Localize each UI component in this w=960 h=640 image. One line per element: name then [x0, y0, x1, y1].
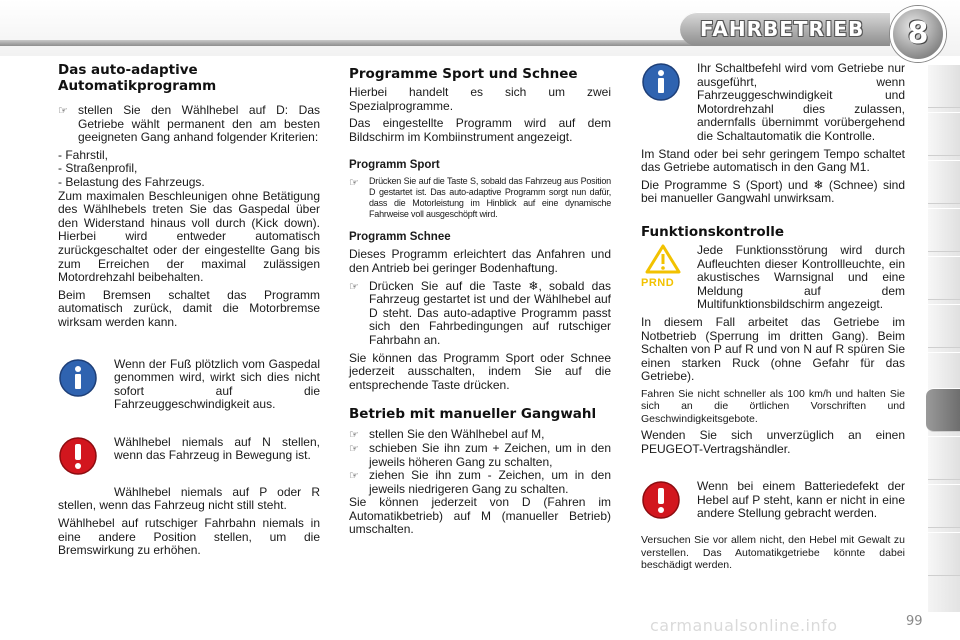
list-item — [349, 176, 611, 220]
hand-pointer-icon: ☞ — [349, 280, 359, 293]
hand-pointer-icon: ☞ — [349, 429, 359, 442]
column-1 — [58, 62, 320, 558]
page-title: FAHRBETRIEB — [700, 17, 865, 41]
paragraph: Sie können das Programm Sport oder Schnee jederzeit ausschalten, indem Sie auf die entsprechende Taste drücken. — [349, 350, 611, 392]
info-note-text: Wenn der Fuß plötzlich vom Gaspedal genommen wird, wirkt sich dies nicht sofort auf die Fahrzeuggeschwindigkeit aus. — [114, 356, 320, 412]
chapter-tab-1[interactable] — [928, 64, 960, 108]
section-heading-sport-snow: Programme Sport und Schnee — [349, 66, 578, 82]
snow-bullet-text: Drücken Sie auf die Taste ❄, sobald das Fahrzeug gestartet ist und der Wählhebel auf D steht. Das auto-adaptive Programm passt sich den Fahrbedingungen auf rutschiger Fahrbahn an. — [369, 278, 611, 347]
list-item — [349, 428, 611, 442]
warning-note-text: Wählhebel niemals auf P oder R stellen, wenn das Fahrzeug nicht still steht. — [58, 484, 320, 513]
subheading-snow: Programm Schnee — [349, 231, 451, 244]
warning-paragraph: Versuchen Sie vor allem nicht, den Hebel mit Gewalt zu verstellen. Das Automatikgetriebe könnte dabei beschädigt werden. — [641, 534, 905, 572]
column-3 — [641, 62, 905, 572]
info-note-text: Ihr Schaltbefehl wird vom Getriebe nur ausgeführt, wenn Fahrzeuggeschwindigkeit und Motordrehzahl dies zulassen, andernfalls übernimmt vorübergehend die Schaltautomatik die Kontrolle. — [697, 61, 905, 143]
chapter-tab-3[interactable] — [928, 160, 960, 204]
info-icon — [58, 358, 114, 408]
prnd-label: PRND — [641, 276, 675, 289]
paragraph: Dieses Programm erleichtert das Anfahren und den Antrieb bei geringer Bodenhaftung. — [349, 247, 611, 275]
paragraph: Die Programme S (Sport) und ❄ (Schnee) sind bei manueller Gangwahl unwirksam. — [641, 177, 905, 206]
warning-note-text: Wählhebel auf rutschiger Fahrbahn niemals in eine andere Position stellen, um die Bremswirkung zu erhöhen. — [58, 516, 320, 558]
paragraph: Wenden Sie sich unverzüglich an einen PEUGEOT-Vertragshändler. — [641, 428, 905, 456]
bullet-text: stellen Sie den Wählhebel auf D: Das Getriebe wählt permanent den am besten geeigneten Gang anhand folgender Kriterien: — [78, 103, 320, 145]
hand-pointer-icon: ☞ — [349, 442, 359, 455]
warning-icon — [641, 480, 697, 530]
chapter-tab-11[interactable] — [928, 532, 960, 576]
chapter-tab-8-active[interactable] — [926, 388, 960, 432]
hand-pointer-icon: ☞ — [58, 105, 68, 117]
section-heading-function-check: Funktionskontrolle — [641, 223, 785, 240]
chapter-badge: 8 — [890, 6, 946, 62]
paragraph: Hierbei handelt es sich um zwei Spezialprogramme. — [349, 85, 611, 113]
paragraph: In diesem Fall arbeitet das Getriebe im Notbetrieb (Sperrung im dritten Gang). Beim Schalten von P auf R und von N auf R spüren Sie einen starken Ruck (ohne Gefahr für das Getriebe). — [641, 314, 905, 384]
warning-note-text: Wenn bei einem Batteriedefekt der Hebel auf P steht, kann er nicht in eine andere Stellung gebracht werden. — [697, 479, 905, 521]
hand-pointer-icon: ☞ — [349, 470, 359, 483]
list-item — [349, 442, 611, 469]
paragraph-braking: Beim Bremsen schaltet das Programm automatisch zurück, damit die Motorbremse wirksam werden kann. — [58, 287, 320, 329]
hand-pointer-icon: ☞ — [349, 177, 359, 190]
prnd-note — [641, 244, 905, 312]
criteria-item: - Fahrstil, — [58, 147, 109, 162]
paragraph-kickdown: Zum maximalen Beschleunigen ohne Betätigung des Wählhebels treten Sie das Gaspedal über den Widerstand hinaus voll durch (Kick down). Hierbei wird entweder automatisch zurückgeschaltet oder der eingestellte Gang bis zum Erreichen der maximal zulässigen Motordrehzahl beibehalten. — [58, 188, 320, 285]
column-2 — [349, 62, 611, 537]
page-number: 99 — [906, 614, 923, 629]
chapter-tab-2[interactable] — [928, 112, 960, 156]
warning-note — [58, 436, 320, 486]
warning-note — [641, 480, 905, 530]
info-note — [58, 358, 320, 412]
paragraph: Sie können jederzeit von D (Fahren im Automatikbetrieb) auf M (manueller Betrieb) umschalten. — [349, 495, 611, 537]
list-item — [349, 469, 611, 496]
manual-bullet: stellen Sie den Wählhebel auf M, — [369, 427, 545, 442]
chapter-tab-4[interactable] — [928, 208, 960, 252]
chapter-tab-10[interactable] — [928, 484, 960, 528]
chapter-tab-9[interactable] — [928, 436, 960, 480]
sport-text: Drücken Sie auf die Taste S, sobald das Fahrzeug aus Position D gestartet ist. Das auto-adaptive Programm sorgt nun dafür, dass die Motorleistung im Hinblick auf eine dynamische Fahrweise voll ausgeschöpft wird. — [369, 176, 611, 220]
section-heading-auto-adaptive: Das auto-adaptive Automatikprogramm — [58, 62, 217, 94]
criteria-item: - Straßenprofil, — [58, 161, 138, 176]
paragraph: Fahren Sie nicht schneller als 100 km/h und halten Sie sich an die örtlichen Vorschriften und Geschwindigkeitsgebote. — [641, 387, 905, 425]
list-item — [58, 104, 320, 145]
paragraph: Im Stand oder bei sehr geringem Tempo schaltet das Getriebe automatisch in den Gang M1. — [641, 146, 905, 175]
subheading-sport: Programm Sport — [349, 159, 440, 172]
criteria-item: - Belastung des Fahrzeugs. — [58, 174, 205, 189]
section-heading-manual: Betrieb mit manueller Gangwahl — [349, 406, 597, 423]
warning-note-text: Wählhebel niemals auf N stellen, wenn das Fahrzeug in Bewegung ist. — [114, 434, 320, 463]
prnd-warning-icon — [641, 244, 697, 294]
info-note — [641, 62, 905, 144]
warning-icon — [58, 436, 114, 486]
watermark: carmanualsonline.info — [650, 616, 838, 635]
manual-bullet: ziehen Sie ihn zum - Zeichen, um in den jeweils niedrigeren Gang zu schalten. — [369, 468, 611, 496]
chapter-tab-6[interactable] — [928, 304, 960, 348]
manual-bullet: schieben Sie ihn zum + Zeichen, um in den jeweils höheren Gang zu schalten, — [369, 440, 611, 469]
list-item — [349, 280, 611, 348]
prnd-text: Jede Funktionsstörung wird durch Aufleuchten dieser Kontrollleuchte, ein akustisches Warnsignal und eine Meldung auf dem Multifunktionsbildschirm angezeigt. — [697, 242, 905, 312]
paragraph: Das eingestellte Programm wird auf dem Bildschirm im Kombiinstrument angezeigt. — [349, 116, 611, 144]
chapter-tab-5[interactable] — [928, 256, 960, 300]
info-icon — [641, 62, 697, 112]
